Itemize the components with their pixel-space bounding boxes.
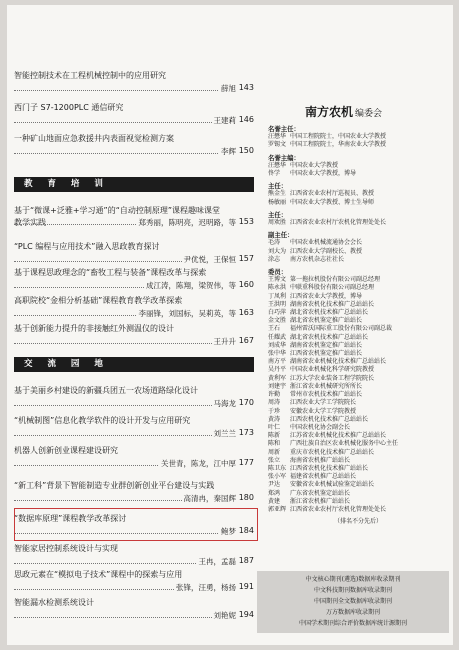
member-title: 常州市农机技术推广站站长 bbox=[290, 391, 363, 399]
member-title: 浙江省农机推广站站长 bbox=[290, 497, 351, 505]
entry-page: 153 bbox=[238, 217, 254, 226]
entry-author: 李丽锋，刘国标，吴莉英，等 bbox=[138, 309, 236, 318]
board-member bbox=[268, 375, 448, 383]
journal-name: 南方农机 bbox=[305, 105, 354, 119]
board-member bbox=[268, 440, 448, 448]
toc-entry bbox=[14, 205, 254, 235]
member-title: 湖北省农机技术推广总站站长 bbox=[290, 309, 369, 317]
member-name: 杨敏丽 bbox=[268, 198, 287, 206]
entry-author: 关世青，陈龙，江中厚 bbox=[161, 459, 236, 468]
member-name: 刘成华 bbox=[268, 341, 287, 349]
board-member bbox=[268, 342, 448, 350]
member-name: 张小军 bbox=[268, 473, 287, 481]
member-title: 江西省农机鉴定推广站站长 bbox=[290, 350, 363, 358]
entry-title-cont: 教学实践 bbox=[14, 218, 46, 227]
board-member bbox=[268, 170, 448, 178]
entry-title: 机器人创新创业课程建设研究 bbox=[14, 446, 118, 455]
entry-author: 张锋，汪勇，杨扬 bbox=[176, 583, 236, 592]
member-title: 江西省农机化技术推广站站长 bbox=[290, 464, 369, 472]
board-member bbox=[268, 481, 448, 489]
member-name: 王洪明 bbox=[268, 300, 287, 308]
board-member bbox=[268, 383, 448, 391]
member-title: 江西农业大学工学院院长 bbox=[290, 399, 357, 407]
entry-author: 刘艳妮 bbox=[213, 611, 236, 620]
toc-entry bbox=[14, 569, 254, 599]
member-name: 黄建 bbox=[268, 497, 281, 505]
member-name: 张立 bbox=[268, 456, 281, 464]
entry-page: 143 bbox=[238, 83, 254, 92]
member-name: 任耀武 bbox=[268, 333, 287, 341]
entry-title: 高职院校“金相分析基础”课程教育教学改革探索 bbox=[14, 296, 183, 305]
member-title: 安徽农业大学工学院教授 bbox=[290, 407, 357, 415]
member-name: 汪懋华 bbox=[268, 161, 287, 169]
board-member bbox=[268, 449, 448, 457]
board-role: 名誉主任： bbox=[268, 125, 300, 133]
entry-author: 鲍梦 bbox=[221, 527, 236, 536]
member-title: 安徽省农业机械试验鉴定站站长 bbox=[290, 481, 375, 489]
member-name: 叶仁 bbox=[268, 423, 281, 431]
member-title: 海南省农机推广站站长 bbox=[290, 456, 351, 464]
member-name: 陈新 bbox=[268, 432, 281, 440]
board-note: （排名不分先后） bbox=[333, 518, 382, 526]
entry-title: 西门子 S7-1200PLC 通信研究 bbox=[14, 103, 124, 112]
member-title: 中国工程院院士，华南农业大学教授 bbox=[290, 141, 387, 149]
member-name: 周新 bbox=[268, 448, 281, 456]
entry-author: 薛旭 bbox=[221, 84, 236, 93]
leader-dots bbox=[14, 90, 254, 91]
board-member bbox=[268, 256, 448, 264]
member-title: 广西壮族自治区农业机械化服务中心主任 bbox=[290, 440, 399, 448]
board-member bbox=[268, 239, 448, 247]
entry-author: 成江涛，陈翔，梁贺伟，等 bbox=[146, 281, 236, 290]
entry-title: 基于美丽乡村建设的新疆兵团五一农场道路绿化设计 bbox=[14, 386, 198, 395]
entry-title: “数据库原理”课程教学改革探讨 bbox=[14, 514, 127, 523]
board-member bbox=[268, 424, 448, 432]
entry-author: 尹优悦，王保恒 bbox=[183, 255, 236, 264]
entry-page: 191 bbox=[238, 582, 254, 591]
leader-dots bbox=[14, 153, 254, 154]
member-name: 熊金生 bbox=[268, 190, 287, 198]
member-title: 中国农业大学教授，博导 bbox=[290, 170, 357, 178]
member-name: 刘建宇 bbox=[268, 382, 287, 390]
entry-title: 智能控制技术在工程机械控制中的应用研究 bbox=[14, 71, 166, 80]
member-name: 黄涛 bbox=[268, 415, 281, 423]
member-title: 中联重科股份有限公司副总经理 bbox=[290, 284, 375, 292]
member-title: 湖北省农机鉴定推广站站长 bbox=[290, 317, 363, 325]
toc-entry bbox=[14, 385, 254, 415]
highlight-box bbox=[14, 508, 258, 541]
board-member bbox=[268, 219, 448, 227]
member-title: 中国农业大学教授 bbox=[290, 161, 339, 169]
member-title: 湖南省农业机械化技术推广总站站长 bbox=[290, 358, 387, 366]
indexing-line: 中文核心期刊(遴选)数据库收录期刊 bbox=[305, 576, 401, 583]
indexing-line: 万方数据库收录期刊 bbox=[325, 609, 380, 616]
member-name: 佟学 bbox=[268, 170, 281, 178]
member-name: 金文胜 bbox=[268, 317, 287, 325]
member-title: 湖南省农机鉴定推广站站长 bbox=[290, 341, 363, 349]
member-title: 江苏省农业机械化技术推广总站站长 bbox=[290, 432, 387, 440]
board-member bbox=[268, 190, 448, 198]
entry-page: 194 bbox=[238, 610, 254, 619]
entry-page: 157 bbox=[238, 254, 254, 263]
entry-author: 刘兰兰 bbox=[213, 429, 236, 438]
member-name: 陈永洪 bbox=[268, 284, 287, 292]
indexing-line: 中文科技期刊数据库收录期刊 bbox=[313, 587, 392, 594]
entry-title: “机械制图”信息化教学软件的设计开发与应用研究 bbox=[14, 416, 191, 425]
indexing-box bbox=[257, 571, 449, 633]
entry-author: 王升升 bbox=[213, 337, 236, 346]
member-title: 重庆市农机化技术推广总站站长 bbox=[290, 448, 375, 456]
toc-entry bbox=[14, 597, 254, 627]
entry-page: 177 bbox=[238, 458, 254, 467]
entry-page: 160 bbox=[238, 280, 254, 289]
member-name: 许勤 bbox=[268, 391, 281, 399]
section-header-exchange: 交 流 园 地 bbox=[14, 357, 254, 372]
board-member bbox=[268, 490, 448, 498]
toc-entry bbox=[14, 480, 254, 510]
member-name: 尹达 bbox=[268, 481, 281, 489]
member-name: 郑鸿 bbox=[268, 489, 281, 497]
entry-title: “新工科”背景下智能制造专业群创新创业平台建设与实践 bbox=[14, 481, 215, 490]
board-member bbox=[268, 162, 448, 170]
member-name: 毛涛 bbox=[268, 239, 281, 247]
board-member bbox=[268, 301, 448, 309]
toc-entry bbox=[14, 415, 254, 445]
member-name: 王博文 bbox=[268, 276, 287, 284]
entry-page: 187 bbox=[238, 556, 254, 565]
entry-title: 基于课程思政理念的“畜牧工程与装备”课程改革与探索 bbox=[14, 268, 207, 277]
board-member bbox=[268, 465, 448, 473]
member-title: 湖北省农机技术推广总站站长 bbox=[290, 333, 369, 341]
member-name: 吴丹平 bbox=[268, 366, 287, 374]
board-member bbox=[268, 416, 448, 424]
journal-page bbox=[7, 5, 453, 645]
toc-entry bbox=[14, 267, 254, 297]
entry-page: 150 bbox=[238, 146, 254, 155]
board-member bbox=[268, 408, 448, 416]
board-role: 主任： bbox=[268, 182, 288, 191]
board-member bbox=[268, 366, 448, 374]
toc-entry bbox=[14, 445, 254, 475]
entry-author: 李辉 bbox=[221, 147, 236, 156]
board-member bbox=[268, 141, 448, 149]
board-member bbox=[268, 293, 448, 301]
member-title: 福建省农机推广总站站长 bbox=[290, 473, 357, 481]
member-name: 郭亚辉 bbox=[268, 505, 287, 513]
board-role: 主任： bbox=[268, 210, 288, 219]
board-role: 名誉主编： bbox=[268, 153, 300, 162]
toc-entry bbox=[14, 133, 254, 163]
board-list bbox=[268, 121, 448, 526]
member-title: 中国农业机械化科学研究院教授 bbox=[290, 366, 375, 374]
entry-title: 思政元素在“模拟电子技术”课程中的探索与应用 bbox=[14, 570, 183, 579]
member-name: 陈卫东 bbox=[268, 464, 287, 472]
board-member bbox=[268, 325, 448, 333]
entry-title: 基于创新能力提升的非接触红外测温仪的设计 bbox=[14, 324, 174, 333]
member-name: 汪懋华 bbox=[268, 133, 287, 141]
board-member bbox=[268, 248, 448, 256]
member-title: 中国农业大学教授、博士生导师 bbox=[290, 198, 375, 206]
masthead-title bbox=[305, 103, 382, 120]
entry-author: 王建莉 bbox=[213, 116, 236, 125]
toc-entry bbox=[14, 70, 254, 100]
section-header-education: 教 育 培 训 bbox=[14, 177, 254, 192]
member-name: 白巧萍 bbox=[268, 309, 287, 317]
member-name: 周涛 bbox=[268, 399, 281, 407]
member-title: 中国农机化协会副会长 bbox=[290, 423, 351, 431]
member-name: 张中华 bbox=[268, 350, 287, 358]
board-member bbox=[268, 399, 448, 407]
toc-entry bbox=[14, 323, 254, 353]
member-name: 周欢胜 bbox=[268, 219, 287, 227]
member-title: 江西省农业农村厅农机化管理处处长 bbox=[290, 219, 387, 227]
entry-title: 基于“微课+泛雅+学习通”的“自动控制原理”课程趣味课堂 bbox=[14, 206, 220, 215]
member-title: 中国农业机械流通协会会长 bbox=[290, 239, 363, 247]
indexing-line: 中国期刊全文数据库收录期刊 bbox=[313, 598, 392, 605]
member-title: 广东省农机鉴定站站长 bbox=[290, 489, 351, 497]
member-title: 中国工程院院士，中国农业大学教授 bbox=[290, 133, 387, 141]
entry-title: 智能家居控制系统设计与实现 bbox=[14, 544, 118, 553]
entry-page: 184 bbox=[238, 526, 254, 535]
toc-entry bbox=[14, 102, 254, 132]
entry-page: 163 bbox=[238, 308, 254, 317]
member-title: 浙江省农业机械研究所所长 bbox=[290, 382, 363, 390]
member-name: 陈和 bbox=[268, 440, 281, 448]
member-name: 罗锡文 bbox=[268, 141, 287, 149]
member-name: 黄利军 bbox=[268, 374, 287, 382]
member-name: 涂志 bbox=[268, 255, 281, 263]
entry-page: 180 bbox=[238, 493, 254, 502]
entry-author: 王冉，孟磊 bbox=[198, 557, 236, 566]
member-title: 湖南省农机化技术推广总站站长 bbox=[290, 300, 375, 308]
board-role: 副主任： bbox=[268, 231, 294, 240]
board-role: 委员： bbox=[268, 268, 288, 277]
board-member bbox=[268, 457, 448, 465]
member-title: 第一拖拉机股份有限公司副总经理 bbox=[290, 276, 381, 284]
member-name: 王石 bbox=[268, 325, 281, 333]
board-member bbox=[268, 199, 448, 207]
board-member bbox=[268, 334, 448, 342]
entry-title: 一种矿山地面应急救援井内表面视觉检测方案 bbox=[14, 134, 174, 143]
member-title: 江西省农业大学教授，博导 bbox=[290, 292, 363, 300]
member-title: 江西农业大学副校长、教授 bbox=[290, 247, 363, 255]
indexing-line: 中国学术期刊综合评价数据库统计源期刊 bbox=[298, 620, 407, 627]
toc-entry bbox=[14, 295, 254, 325]
member-title: 江西农机化技术推广总站站长 bbox=[290, 415, 369, 423]
entry-page: 173 bbox=[238, 428, 254, 437]
entry-page: 167 bbox=[238, 336, 254, 345]
member-name: 刘大为 bbox=[268, 247, 287, 255]
board-member bbox=[268, 498, 448, 506]
entry-page: 170 bbox=[238, 398, 254, 407]
member-title: 江苏大学农业装备工程学院院长 bbox=[290, 374, 375, 382]
masthead-subtitle: 编委会 bbox=[355, 109, 383, 119]
member-title: 南方农机杂志社社长 bbox=[290, 255, 345, 263]
board-member bbox=[268, 506, 448, 514]
member-title: 江西省农业农村厅农机化管理处处长 bbox=[290, 505, 387, 513]
entry-author: 郑秀丽，陈明亮，迟明路，等 bbox=[138, 218, 236, 227]
entry-title: “PLC 编程与应用技术”融入思政教育探讨 bbox=[14, 242, 160, 251]
member-name: 于珍 bbox=[268, 407, 281, 415]
entry-author: 马海龙 bbox=[213, 399, 236, 408]
entry-page: 146 bbox=[238, 115, 254, 124]
member-title: 江西省农业农村厅巡视员、教授 bbox=[290, 190, 375, 198]
board-member bbox=[268, 284, 448, 292]
member-name: 南方平 bbox=[268, 358, 287, 366]
member-name: 丁凤利 bbox=[268, 292, 287, 300]
member-title: 福州雷沃国际重工股份有限公司副总裁 bbox=[290, 325, 393, 333]
entry-title: 智能漏水检测系统设计 bbox=[14, 598, 94, 607]
entry-author: 高清冉，秦国辉 bbox=[183, 494, 236, 503]
